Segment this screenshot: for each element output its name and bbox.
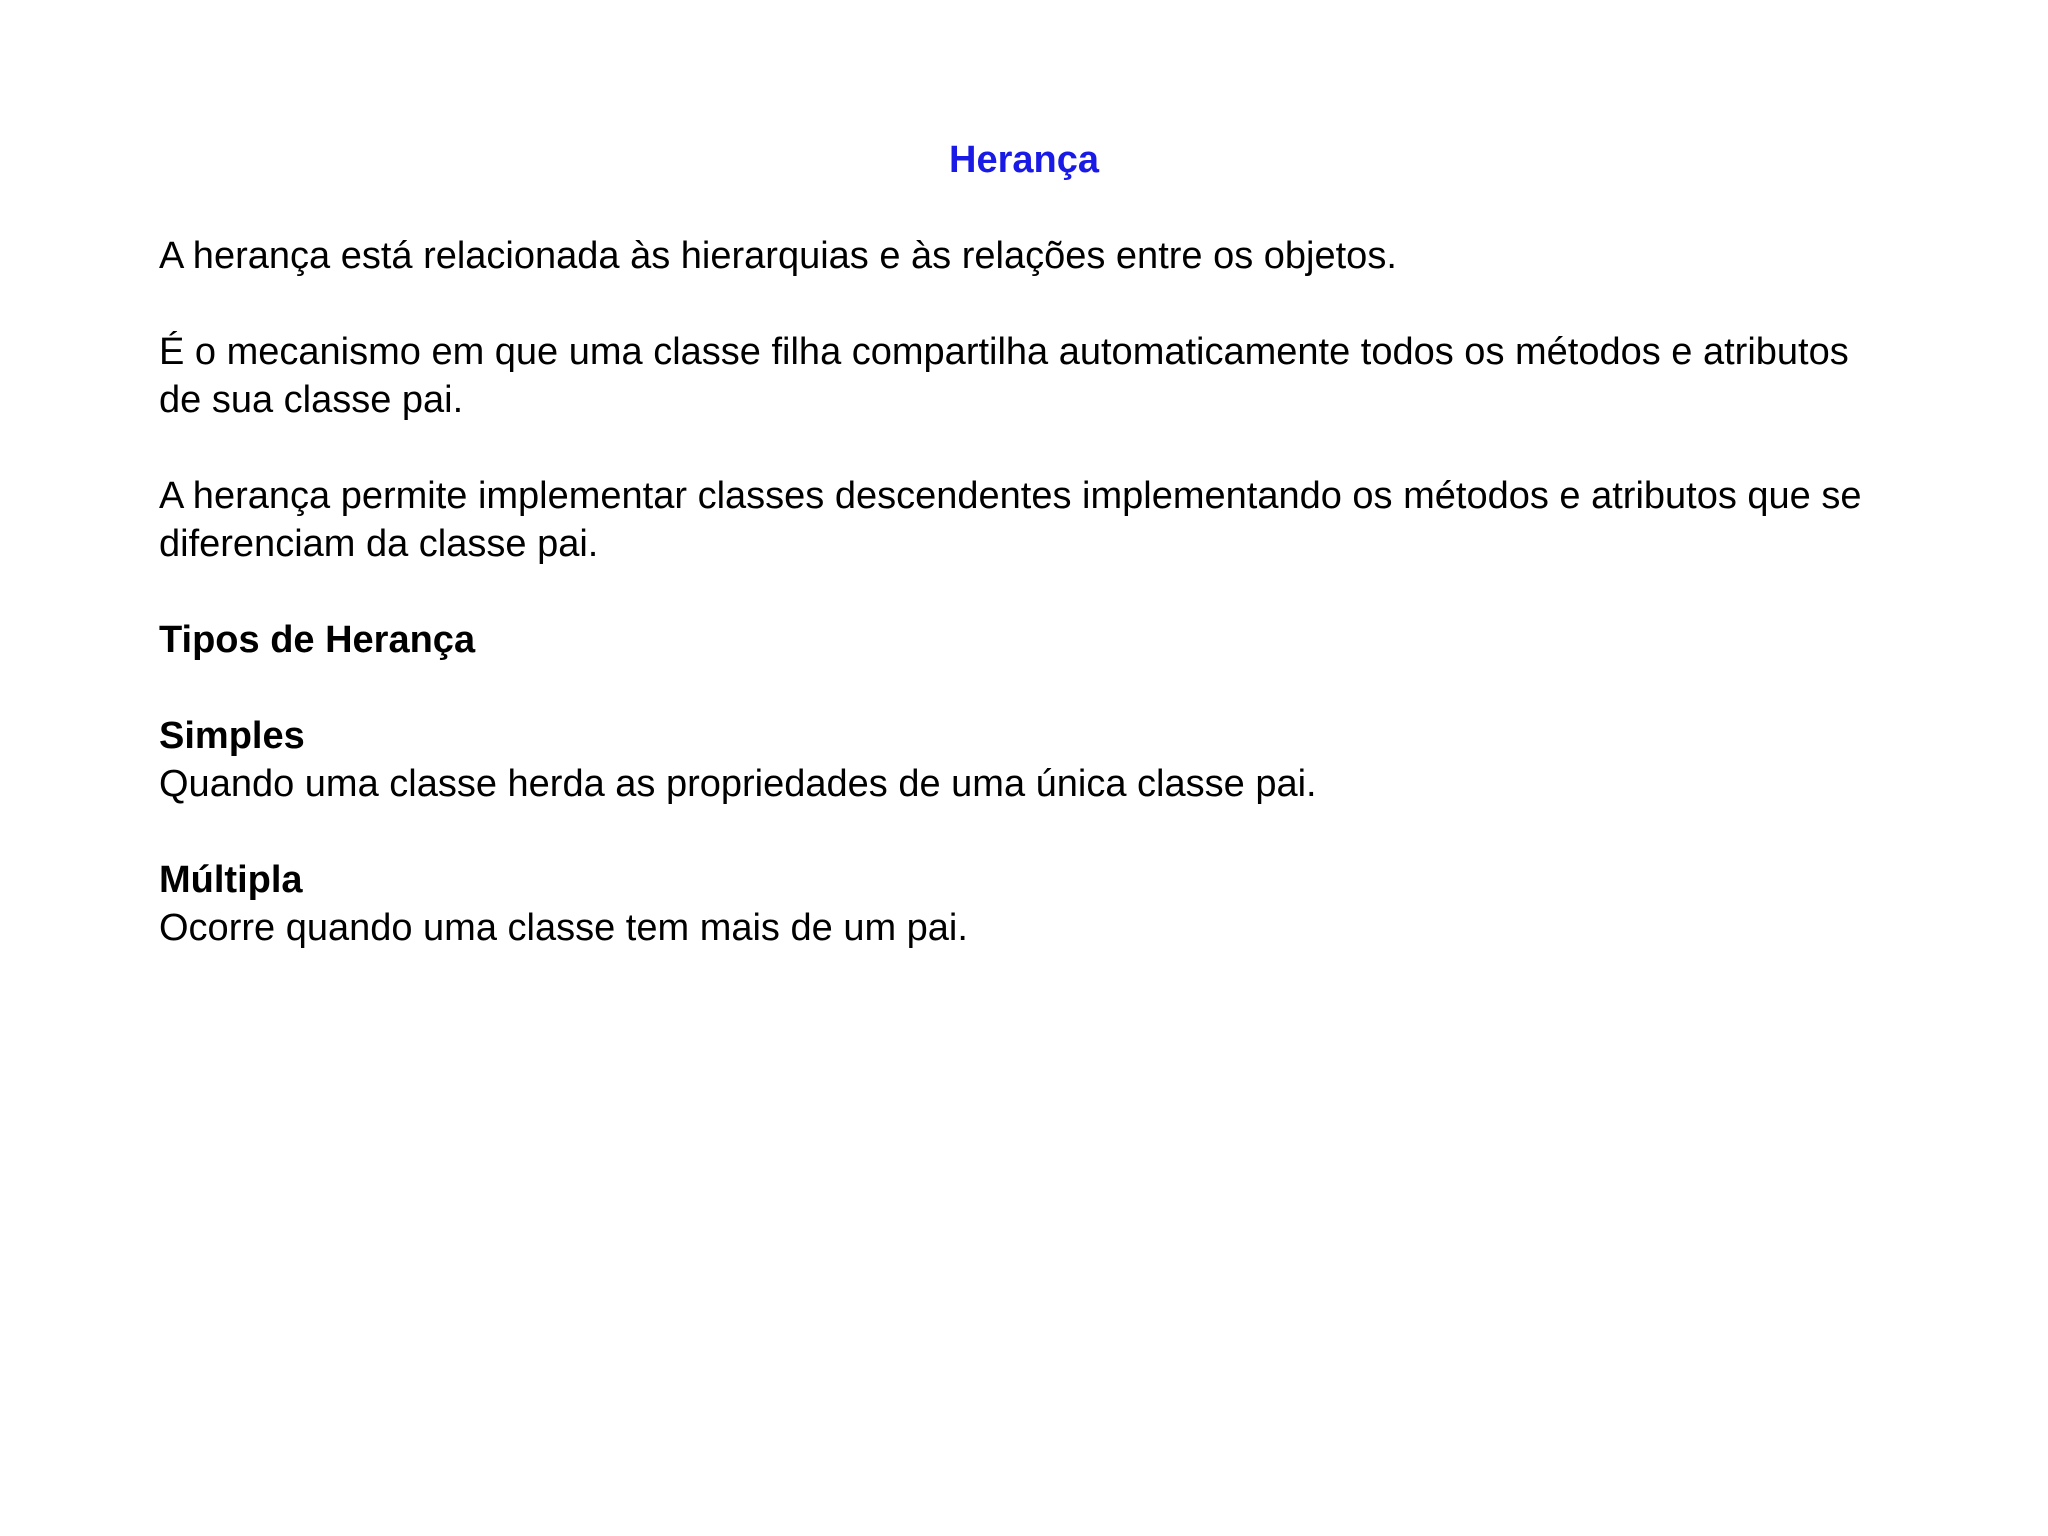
page-title: Herança [949,139,1099,181]
section-heading: Tipos de Herança [159,619,476,661]
type-description-multiple: Ocorre quando uma classe tem mais de um pai. [159,907,968,949]
type-description-simple: Quando uma classe herda as propriedades de uma única classe pai. [159,763,1317,805]
inheritance-type-simple [159,712,1889,808]
paragraph-intro: A herança está relacionada às hierarquias e às relações entre os objetos. [159,235,1397,277]
inheritance-type-multiple [159,856,1889,952]
document-page [159,136,1889,1000]
type-name-simple: Simples [159,715,305,757]
type-name-multiple: Múltipla [159,859,303,901]
paragraph-mechanism: É o mecanismo em que uma classe filha compartilha automaticamente todos os métodos e atributos de sua classe pai. [159,331,1849,421]
paragraph-descendants: A herança permite implementar classes descendentes implementando os métodos e atributos que se diferenciam da classe pai. [159,475,1862,565]
section-heading-block [159,616,1889,664]
